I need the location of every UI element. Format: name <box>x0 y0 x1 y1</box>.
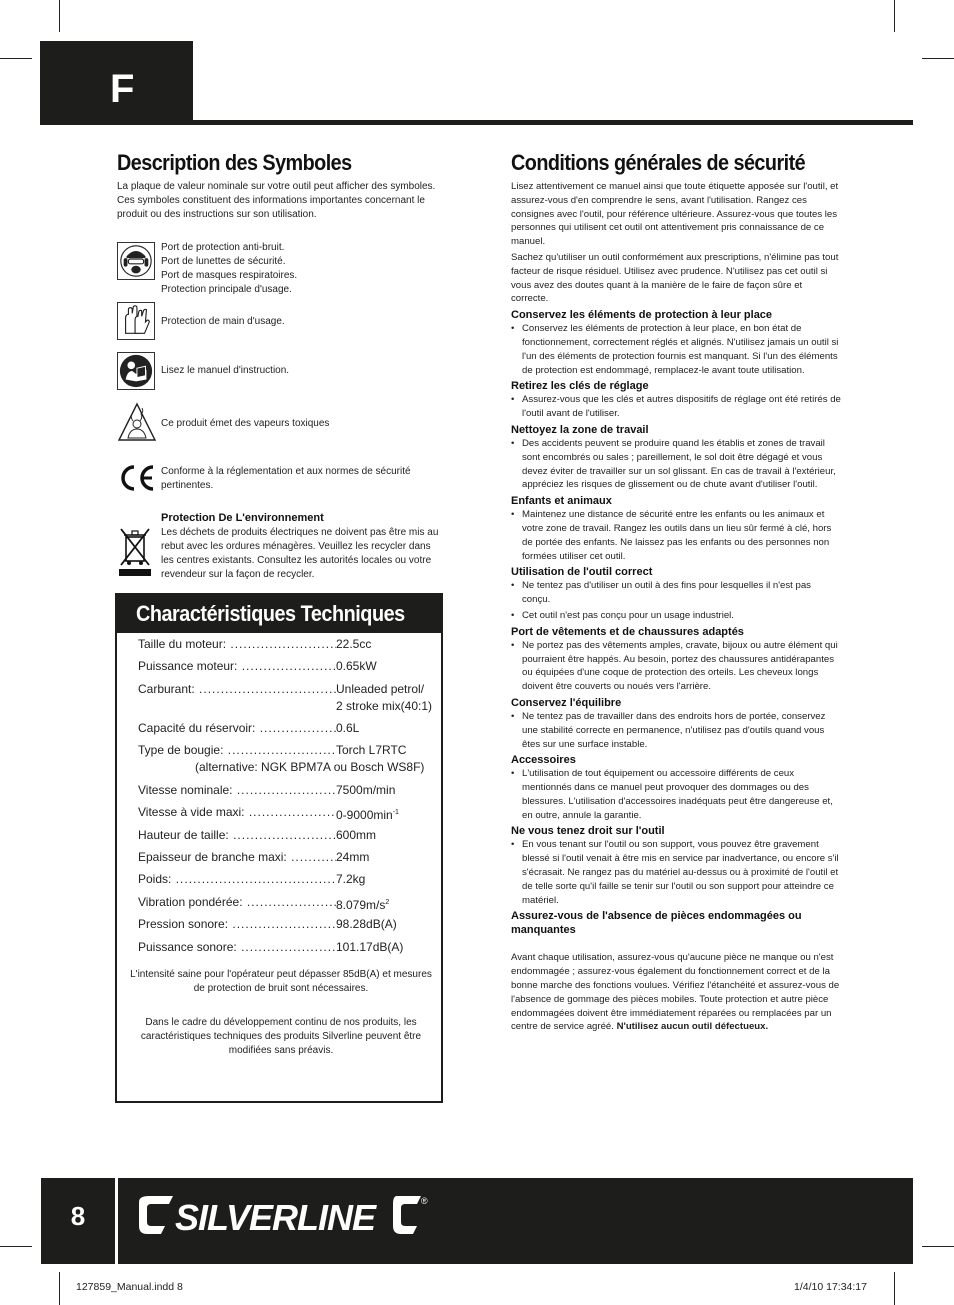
bullet-item: • Ne portez pas des vêtements amples, cravate, bijoux ou autre élément qui pourraient être happés. Au besoin, portez des chaussures antidérapantes ou équipées d'une coque de protection des orteils. Les cheveux longs doivent être couverts ou noués vers l'arrière. <box>511 639 841 694</box>
safety-title: Conditions générales de sécurité <box>511 150 806 175</box>
spec-value: 7.2kg <box>336 872 366 886</box>
spec-label: Vitesse à vide maxi: ..... <box>138 804 336 821</box>
spec-row <box>138 742 438 776</box>
language-tab <box>40 41 193 125</box>
spec-value: 98.28dB(A) <box>336 917 397 931</box>
symbol-text: Protection de main d'usage. <box>161 316 285 327</box>
bullet-item: • Ne tentez pas d'utiliser un outil à des fins pour lesquelles il n'est pas conçu. <box>511 579 841 607</box>
spec-label: Taille du moteur: ..... <box>138 636 336 653</box>
svg-text:®: ® <box>421 1196 428 1206</box>
spec-label: Carburant: ..... <box>138 681 336 698</box>
section-title: Port de vêtements et de chaussures adaptés <box>511 625 744 638</box>
final-paragraph <box>511 951 841 1034</box>
spec-row <box>138 681 438 715</box>
footer-bar <box>41 1178 913 1264</box>
spec-label: Hauteur de taille: ..... <box>138 827 336 844</box>
specs-header <box>117 595 441 633</box>
spec-value: 22.5cc <box>336 637 372 651</box>
spec-value-wrap <box>336 804 399 824</box>
crop-mark <box>0 1246 32 1247</box>
symbol-text: Ce produit émet des vapeurs toxiques <box>161 418 330 429</box>
slug-date: 1/4/10 17:34:17 <box>794 1281 867 1293</box>
spec-superscript: -1 <box>392 809 399 816</box>
footer-divider <box>115 1178 118 1264</box>
crop-mark <box>59 0 60 32</box>
ppe-icon <box>117 242 155 280</box>
final-paragraph-bold: N'utilisez aucun outil défectueux. <box>616 1021 769 1033</box>
spec-value: 0.6L <box>336 721 360 735</box>
silverline-logo <box>135 1192 435 1238</box>
spec-label: Epaisseur de branche maxi: ..... <box>138 849 336 866</box>
svg-text:SILVERLINE: SILVERLINE <box>175 1197 376 1238</box>
specs-box <box>115 593 443 1103</box>
gloves-icon <box>117 302 155 340</box>
header-rule <box>193 120 913 125</box>
page-number: 8 <box>70 1201 86 1231</box>
spec-label: Puissance sonore: ..... <box>138 939 336 956</box>
safety-intro-1: Lisez attentivement ce manuel ainsi que toute étiquette apposée sur l'outil, et assurez-vous d'en comprendre le sens, avant l'utilisation. Rangez ces consignes avec l'outil, pour référence ultérieure. Assurez-vous que toutes les personnes qui utilisent cet outil ont attentivement pris connaissance de ce manuel. <box>511 181 839 248</box>
spec-superscript: 2 <box>385 899 390 906</box>
spec-value: Unleaded petrol/ <box>336 682 425 696</box>
spec-label: Pression sonore: ..... <box>138 916 336 933</box>
crop-mark <box>922 1246 954 1247</box>
bullet-item: • Assurez-vous que les clés et autres dispositifs de réglage ont été retirés de l'outil avant de l'utiliser. <box>511 393 841 421</box>
spec-label: Vibration pondérée: ..... <box>138 894 336 911</box>
crop-mark <box>922 58 954 59</box>
bullet-item: • L'utilisation de tout équipement ou accessoire différents de ceux mentionnés dans ce manuel peut provoquer des dommages ou des blessures. L'utilisation d'accessoires inadéquats peut être dangereuse et, en outre, annule la garantie. <box>511 767 841 822</box>
symbols-title: Description des Symboles <box>117 150 352 175</box>
spec-value: 600mm <box>336 828 377 842</box>
spec-label: Poids: ..... <box>138 871 336 888</box>
manual-icon <box>117 352 155 390</box>
safety-column <box>511 180 841 1034</box>
section-title: Nettoyez la zone de travail <box>511 423 649 436</box>
symbol-text: Lisez le manuel d'instruction. <box>161 365 290 376</box>
crop-mark <box>0 58 32 59</box>
spec-label: Capacité du réservoir: ..... <box>138 720 336 737</box>
spec-value: 7500m/min <box>336 783 396 797</box>
section-title: Enfants et animaux <box>511 495 612 508</box>
spec-label: Puissance moteur: ..... <box>138 658 336 675</box>
specs-title: Charactéristiques Techniques <box>136 601 405 626</box>
spec-note: (alternative: NGK BPM7A ou Bosch WS8F) <box>195 760 425 774</box>
bullet-item: • En vous tenant sur l'outil ou son support, vous pouvez être gravement blessé si l'outil venait à être mis en service par inadvertance, ou encore s'il s'écrasait. Ne rangez pas du matériel au-dessus ou à proximité de l'outil et de telle sorte qu'il faille se tenir sur l'outil ou son support pour atteindre ce matériel. <box>511 838 841 907</box>
section-title: Accessoires <box>511 754 576 767</box>
language-letter: F <box>110 67 135 111</box>
section-title: Assurez-vous de l'absence de pièces endommagées ou manquantes <box>511 910 802 937</box>
weee-bin-icon <box>117 525 153 579</box>
section-title: Conservez l'équilibre <box>511 696 622 709</box>
spec-value: 8.079m/s <box>336 898 386 912</box>
specs-change-note: Dans le cadre du développement continu de nos produits, les caractéristiques techniques des produits Silverline peuvent être modifiées sans préavis. <box>140 1017 422 1056</box>
symbol-text: Port de protection anti-bruit. Port de lunettes de sécurité. Port de masques respiratoires. Protection principale d'usage. <box>161 242 298 295</box>
bullet-item: • Des accidents peuvent se produire quand les établis et zones de travail sont encombrés ou sales ; pareillement, le sol doit être dégagé et vous devez éviter de travailler sur un sol glissant. En cas de travail à l'extérieur, appréciez les risques de glissement ou de chute avant d'utiliser l'outil. <box>511 437 841 492</box>
ce-mark-icon <box>117 463 157 493</box>
spec-value-wrap <box>336 894 389 914</box>
spec-value: 101.17dB(A) <box>336 940 404 954</box>
environment-text: Les déchets de produits électriques ne doivent pas être mis au rebut avec les ordures ménagères. Veuillez les recycler dans les centres existants. Consultez les autorités locales ou votre revendeur sur la façon de recycler. <box>161 527 439 580</box>
section-title: Ne vous tenez droit sur l'outil <box>511 825 665 838</box>
section-title: Conservez les éléments de protection à leur place <box>511 309 773 322</box>
spec-value: Torch L7RTC <box>336 743 407 757</box>
bullet-item: • Conservez les éléments de protection à leur place, en bon état de fonctionnement, correctement réglés et alignés. N'utilisez jamais un outil si l'un des éléments de protection fournis est manquant. Si l'un des éléments de protection est endommagé, remplacez-le avant toute utilisation. <box>511 322 841 377</box>
spec-value: 24mm <box>336 850 370 864</box>
spec-value: 0-9000min <box>336 808 393 822</box>
spec-value-line2: 2 stroke mix(40:1) <box>336 699 433 713</box>
spec-value: 0.65kW <box>336 659 377 673</box>
toxic-fumes-icon <box>117 402 157 442</box>
bullet-item: • Ne tentez pas de travailler dans des endroits hors de portée, conservez une stabilité correcte en permanence, n'utilisez pas d'outils quand vous êtes sur une surface instable. <box>511 710 841 751</box>
spec-label: Vitesse nominale: ..... <box>138 782 336 799</box>
symbols-intro: La plaque de valeur nominale sur votre outil peut afficher des symboles. Ces symboles constituent des informations importantes concernant le produit ou des instructions sur son utilisation. <box>117 181 436 220</box>
slug-file: 127859_Manual.indd 8 <box>76 1281 183 1293</box>
spec-label: Type de bougie: ..... <box>138 742 336 759</box>
crop-mark <box>894 0 895 32</box>
specs-noise-note: L'intensité saine pour l'opérateur peut dépasser 85dB(A) et mesures de protection de bruit sont nécessaires. <box>130 969 432 994</box>
final-paragraph-text: Avant chaque utilisation, assurez-vous qu'aucune pièce ne manque ou n'est endommagée ; assurez-vous également du fonctionnement correct et de la bonne marche des fonctions voulues. Vérifiez l'étanchéité et assurez-vous de l'absence de gommage des pièces mobiles. Toute protection et autre pièce endommagées doivent être immédiatement réparées ou remplacées par un centre de service agréé. <box>511 952 840 1033</box>
environment-title: Protection De L'environnement <box>161 512 324 524</box>
bullet-item: • Maintenez une distance de sécurité entre les enfants ou les animaux et votre zone de travail. Rangez les outils dans un lieu sûr fermé à clé, hors de portée des enfants. Ne laissez pas les enfants ou des personnes non formées utiliser cet outil. <box>511 508 841 563</box>
section-title: Retirez les clés de réglage <box>511 380 649 393</box>
bullet-item: • Cet outil n'est pas conçu pour un usage industriel. <box>511 609 841 623</box>
crop-mark <box>59 1272 60 1305</box>
section-title: Utilisation de l'outil correct <box>511 566 653 579</box>
symbol-text: Conforme à la réglementation et aux normes de sécurité pertinentes. <box>161 466 411 491</box>
crop-mark <box>894 1272 895 1305</box>
safety-intro-2: Sachez qu'utiliser un outil conformément aux prescriptions, n'élimine pas tout facteur de risque résiduel. Utilisez avec prudence. N'utilisez pas cet outil si vous avez des doutes quant à la manière de le faire de façon sûre et correcte. <box>511 251 839 305</box>
